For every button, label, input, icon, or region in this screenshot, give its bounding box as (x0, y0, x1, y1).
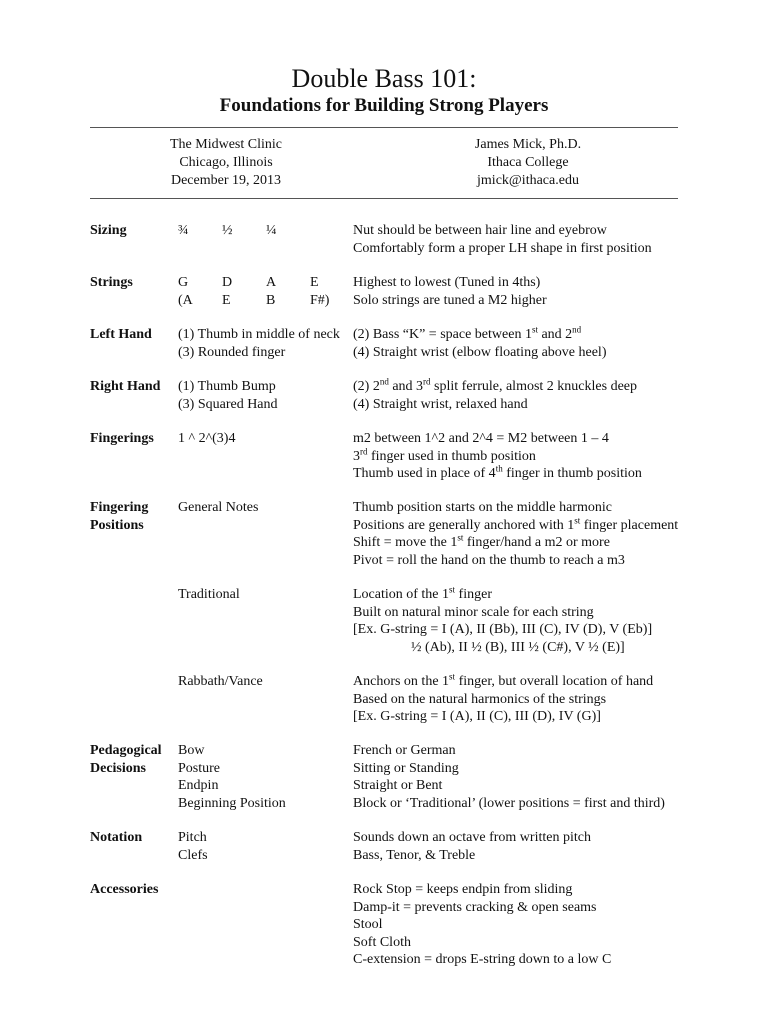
text: 3 (353, 448, 360, 464)
note-line: [Ex. G-string = I (A), II (Bb), III (C), IV (D), V (Eb)] (353, 622, 653, 637)
text: finger/hand a m2 or more (463, 535, 610, 550)
note-line: Block or ‘Traditional’ (lower positions = first and third) (353, 795, 665, 811)
author-info (398, 136, 658, 190)
item-line: Beginning Position (178, 795, 286, 811)
note-line (353, 445, 753, 466)
note-line: Stool (353, 917, 383, 932)
event-name: The Midwest Clinic (170, 137, 282, 152)
note-line: Soft Cloth (353, 934, 411, 950)
text: and 2 (537, 327, 573, 342)
ordinal-sup: st (457, 532, 464, 543)
left-hand-notes (353, 326, 753, 361)
item-line: (1) Thumb Bump (178, 379, 276, 394)
text: split ferrule, almost 2 knuckles deep (430, 379, 637, 394)
event-location: Chicago, Illinois (179, 155, 273, 170)
ordinal-sup: rd (360, 445, 368, 456)
item-line: (1) Thumb in middle of neck (178, 327, 340, 342)
note-line (353, 465, 753, 483)
text: finger in thumb position (502, 466, 642, 481)
header-rule-bottom (90, 198, 678, 199)
section-label: Notation (90, 830, 143, 845)
note-line: ½ (Ab), II ½ (B), III ½ (C#), V ½ (E)] (411, 639, 625, 655)
event-info (96, 136, 356, 190)
section-label (90, 499, 180, 534)
item-line (353, 378, 753, 396)
rabbath-heading (178, 673, 353, 691)
item-line: Pitch (178, 830, 207, 845)
note-line (353, 534, 753, 552)
general-notes-heading (178, 499, 353, 517)
ordinal-sup: st (449, 671, 456, 682)
text: finger, but overall location of hand (455, 674, 654, 689)
item-line (353, 326, 753, 344)
notation-notes (353, 829, 753, 864)
note-line (353, 586, 753, 604)
note-line (353, 673, 753, 691)
string-name: D (222, 275, 233, 290)
note-line: Sitting or Standing (353, 760, 459, 776)
note-line: Straight or Bent (353, 778, 443, 793)
section-label (90, 742, 180, 777)
text: Positions are generally anchored with 1 (353, 517, 575, 533)
string-name: G (178, 275, 189, 290)
solo-string-name: F#) (310, 292, 330, 308)
item-line: (3) Rounded finger (178, 344, 286, 360)
section-label: Strings (90, 275, 133, 290)
fingering-pattern (178, 430, 353, 448)
text: finger used in thumb position (367, 448, 536, 464)
ordinal-sup: nd (572, 324, 582, 335)
ordinal-sup: st (531, 324, 538, 335)
string-name: E (310, 275, 319, 290)
size-half: ½ (222, 223, 233, 238)
section-label: Fingerings (90, 431, 154, 446)
accessories-notes (353, 881, 753, 969)
item-line: Posture (178, 760, 220, 776)
ordinal-sup: st (574, 514, 581, 525)
document-title: Double Bass 101: (291, 64, 477, 93)
note-line: Thumb position starts on the middle harmonic (353, 500, 612, 515)
section-label: Left Hand (90, 327, 152, 342)
text: finger (455, 587, 492, 602)
subheading: Traditional (178, 587, 240, 602)
pattern-text: 1 ^ 2^(3)4 (178, 431, 236, 446)
note-line: Bass, Tenor, & Treble (353, 847, 476, 863)
note-line: Pivot = roll the hand on the thumb to reach a m3 (353, 552, 625, 568)
note-line: Comfortably form a proper LH shape in first position (353, 240, 652, 256)
event-date: December 19, 2013 (170, 173, 282, 188)
label-line: Pedagogical (90, 743, 162, 758)
note-line: Sounds down an octave from written pitch (353, 830, 591, 845)
traditional-notes (353, 586, 753, 656)
note-line: Nut should be between hair line and eyebrow (353, 223, 607, 238)
text: Thumb used in place of 4 (353, 466, 496, 481)
subheading: General Notes (178, 500, 259, 515)
solo-string-name: B (266, 292, 276, 308)
note-line: Solo strings are tuned a M2 higher (353, 292, 547, 308)
general-notes (353, 499, 753, 569)
sizing-notes (353, 222, 753, 257)
ordinal-sup: st (449, 584, 456, 595)
note-line: Damp-it = prevents cracking & open seams (353, 899, 597, 915)
text: and 3 (388, 379, 424, 394)
item-line: Bow (178, 743, 205, 758)
item-line: Endpin (178, 778, 219, 793)
note-line: [Ex. G-string = I (A), II (C), III (D), IV (G)] (353, 709, 601, 724)
text: (2) Bass “K” = space between 1 (353, 327, 532, 342)
pedagogical-items (178, 742, 353, 812)
note-line (353, 514, 753, 535)
solo-string-name: E (222, 292, 231, 308)
item-line: (4) Straight wrist (elbow floating above heel) (353, 344, 607, 360)
rabbath-notes (353, 673, 753, 726)
right-hand-notes (353, 378, 753, 413)
note-line: French or German (353, 743, 456, 758)
note-line: Built on natural minor scale for each string (353, 604, 594, 620)
left-hand-items (178, 326, 353, 361)
author-affiliation: Ithaca College (487, 155, 569, 170)
label-line: Fingering (90, 500, 149, 515)
note-line: Based on the natural harmonics of the strings (353, 691, 607, 707)
document-subtitle: Foundations for Building Strong Players (219, 95, 549, 116)
note-line: C-extension = drops E-string down to a low C (353, 952, 612, 967)
label-line: Positions (90, 517, 144, 533)
text: Anchors on the 1 (353, 674, 450, 689)
item-line: (4) Straight wrist, relaxed hand (353, 396, 528, 412)
item-line: (3) Squared Hand (178, 396, 278, 412)
strings-notes (353, 274, 753, 309)
note-line: Rock Stop = keeps endpin from sliding (353, 882, 573, 897)
ordinal-sup: th (495, 463, 503, 474)
note-line: m2 between 1^2 and 2^4 = M2 between 1 – 4 (353, 431, 609, 446)
author-email: jmick@ithaca.edu (477, 173, 579, 188)
author-name: James Mick, Ph.D. (474, 137, 582, 152)
subheading: Rabbath/Vance (178, 674, 263, 689)
size-quarter: ¼ (266, 223, 277, 238)
right-hand-items (178, 378, 353, 413)
ordinal-sup: nd (379, 376, 389, 387)
traditional-heading (178, 586, 353, 604)
item-line: Clefs (178, 847, 208, 863)
solo-string-name: (A (178, 292, 193, 308)
section-label: Accessories (90, 882, 159, 897)
label-line: Decisions (90, 760, 146, 776)
header-rule-top (90, 127, 678, 128)
ordinal-sup: rd (423, 376, 431, 387)
section-label: Sizing (90, 223, 127, 238)
string-name: A (266, 275, 277, 290)
text: Shift = move the 1 (353, 535, 458, 550)
text: finger placement (580, 517, 679, 533)
section-label: Right Hand (90, 379, 161, 394)
pedagogical-notes (353, 742, 753, 812)
text: (2) 2 (353, 379, 380, 394)
notation-items (178, 829, 353, 864)
fingering-notes (353, 430, 753, 483)
note-line: Highest to lowest (Tuned in 4ths) (353, 275, 541, 290)
size-three-quarter: ¾ (178, 223, 189, 238)
text: Location of the 1 (353, 587, 450, 602)
